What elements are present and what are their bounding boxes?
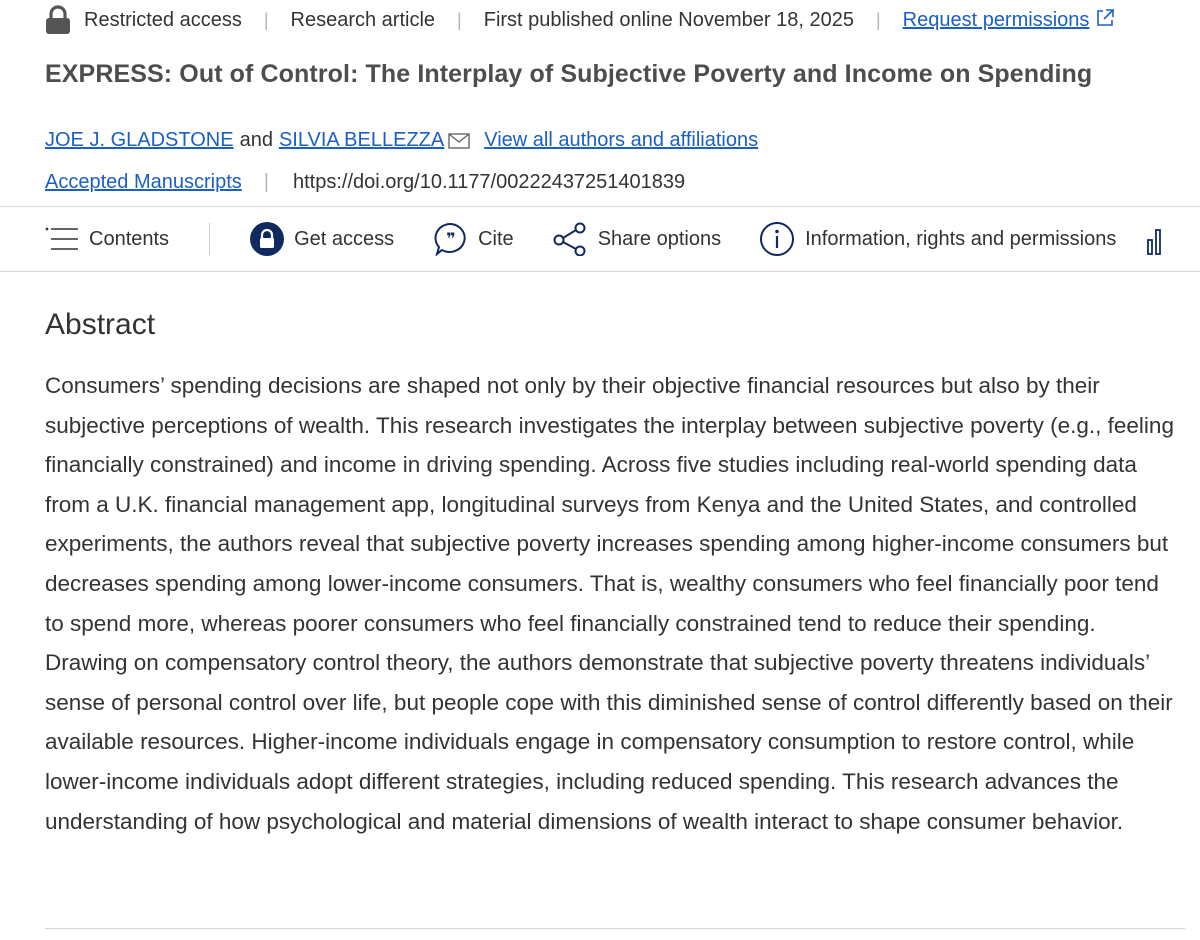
toolbar-divider <box>209 223 210 255</box>
mail-icon[interactable] <box>448 132 470 148</box>
lock-icon <box>45 5 71 35</box>
information-rights-button[interactable] <box>759 207 1116 271</box>
author-list <box>45 125 758 155</box>
article-type: Research article <box>290 8 436 31</box>
external-link-icon <box>1095 8 1115 28</box>
article-title: EXPRESS: Out of Control: The Interplay of Subjective Poverty and Income on Spending <box>45 60 1093 88</box>
get-access-button[interactable] <box>250 207 394 271</box>
divider: | <box>457 9 462 30</box>
doi-text[interactable]: https://doi.org/10.1177/00222437251401839 <box>292 170 686 193</box>
quote-icon <box>434 222 468 256</box>
share-options-label: Share options <box>597 227 722 250</box>
request-permissions-link[interactable] <box>903 8 1116 32</box>
metrics-button[interactable] <box>1144 207 1174 271</box>
svg-text:❞: ❞ <box>446 229 456 248</box>
author-link-2[interactable]: SILVIA BELLEZZA <box>278 128 445 151</box>
doi-row <box>45 167 685 197</box>
divider: | <box>263 170 269 193</box>
accepted-manuscripts-link[interactable]: Accepted Manuscripts <box>45 170 242 193</box>
share-icon <box>552 222 588 256</box>
publication-date: First published online November 18, 2025 <box>483 8 854 31</box>
lock-circle-icon <box>250 222 284 256</box>
chart-icon <box>1144 222 1164 256</box>
article-toolbar <box>0 206 1200 272</box>
share-options-button[interactable] <box>552 207 721 271</box>
contents-label: Contents <box>89 227 170 250</box>
request-permissions-label: Request permissions <box>902 9 1090 31</box>
information-rights-label: Information, rights and permissions <box>805 227 1117 250</box>
get-access-label: Get access <box>294 227 395 250</box>
divider: | <box>875 9 881 30</box>
article-meta-row <box>45 4 1195 36</box>
info-icon <box>759 221 795 257</box>
view-all-authors-link[interactable]: View all authors and affiliations <box>484 128 759 151</box>
abstract-heading: Abstract <box>45 308 156 341</box>
menu-icon <box>45 226 79 252</box>
abstract-text: Consumers’ spending decisions are shaped not only by their objective financial resources but also by their subjective perceptions of wealth. This research investigates the interplay between subjective poverty (e.g., feeling financially constrained) and income in driving spending. Across five studies including real-world spending data from a U.K. financial management app, longitudinal surveys from Kenya and the United States, and controlled experiments, the authors reveal that subjective poverty increases spending among higher-income consumers but decreases spending among lower-income consumers. That is, wealthy consumers who feel financially poor tend to spend more, whereas poorer consumers who feel financially constrained tend to reduce their spending. Drawing on compensatory control theory, the authors demonstrate that subjective poverty threatens individuals’ sense of personal control over life, but people cope with this diminished sense of control differently based on their available resources. Higher-income individuals engage in compensatory consumption to restore control, while lower-income individuals adopt different strategies, including reduced spending. This research advances the understanding of how psychological and material dimensions of wealth interact to shape consumer behavior. <box>45 373 1174 834</box>
divider: | <box>263 9 269 30</box>
cite-label: Cite <box>478 227 514 250</box>
access-status: Restricted access <box>84 8 242 31</box>
author-conjunction: and <box>239 128 273 151</box>
author-link-1[interactable]: JOE J. GLADSTONE <box>45 128 234 151</box>
contents-button[interactable] <box>45 207 169 271</box>
section-divider <box>45 928 1185 929</box>
cite-button[interactable] <box>434 207 514 271</box>
